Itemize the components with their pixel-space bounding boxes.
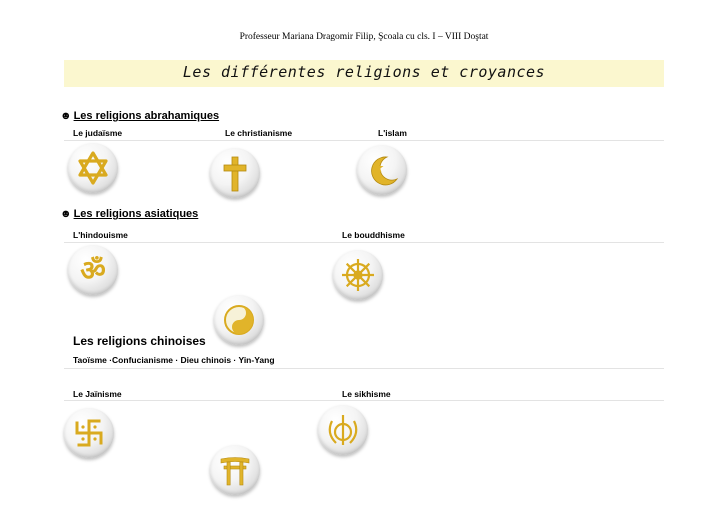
chinese-religions-title: Les religions chinoises xyxy=(73,334,206,348)
crescent-star-icon xyxy=(357,145,407,195)
row-divider xyxy=(64,242,664,243)
row-divider xyxy=(64,140,664,141)
swastika-icon xyxy=(64,408,114,458)
label-judaism: Le judaïsme xyxy=(73,128,123,138)
label-buddhism: Le bouddhisme xyxy=(342,230,405,240)
label-hinduism: L'hindouisme xyxy=(73,230,128,240)
label-christianity: Le christianisme xyxy=(225,128,293,138)
label-jainism: Le Jaïnisme xyxy=(73,389,122,399)
chinese-religions-subtitle: Taoïsme ·Confucianisme · Dieu chinois · Yin-Yang xyxy=(73,355,275,365)
torii-icon xyxy=(210,445,260,495)
smiley-bullet-icon: ☻ xyxy=(60,208,72,220)
row-divider xyxy=(64,400,664,401)
page-title: Les différentes religions et croyances xyxy=(182,63,546,81)
star-of-david-icon xyxy=(68,143,118,193)
khanda-icon xyxy=(318,405,368,455)
yin-yang-icon xyxy=(214,295,264,345)
cross-icon xyxy=(210,148,260,198)
label-sikhism: Le sikhisme xyxy=(342,389,391,399)
dharma-wheel-icon xyxy=(333,250,383,300)
om-icon xyxy=(68,245,118,295)
svg-text:ॐ: ॐ xyxy=(80,254,106,287)
section-heading-asian: ☻ Les religions asiatiques xyxy=(60,208,199,220)
row-divider xyxy=(64,368,664,369)
page-header: Professeur Mariana Dragomir Filip, Şcoala cu cls. I – VIII Doştat xyxy=(239,32,489,42)
smiley-bullet-icon: ☻ xyxy=(60,110,72,122)
label-islam: L'islam xyxy=(378,128,407,138)
section-heading-abrahamic: ☻ Les religions abrahamiques xyxy=(60,110,220,122)
